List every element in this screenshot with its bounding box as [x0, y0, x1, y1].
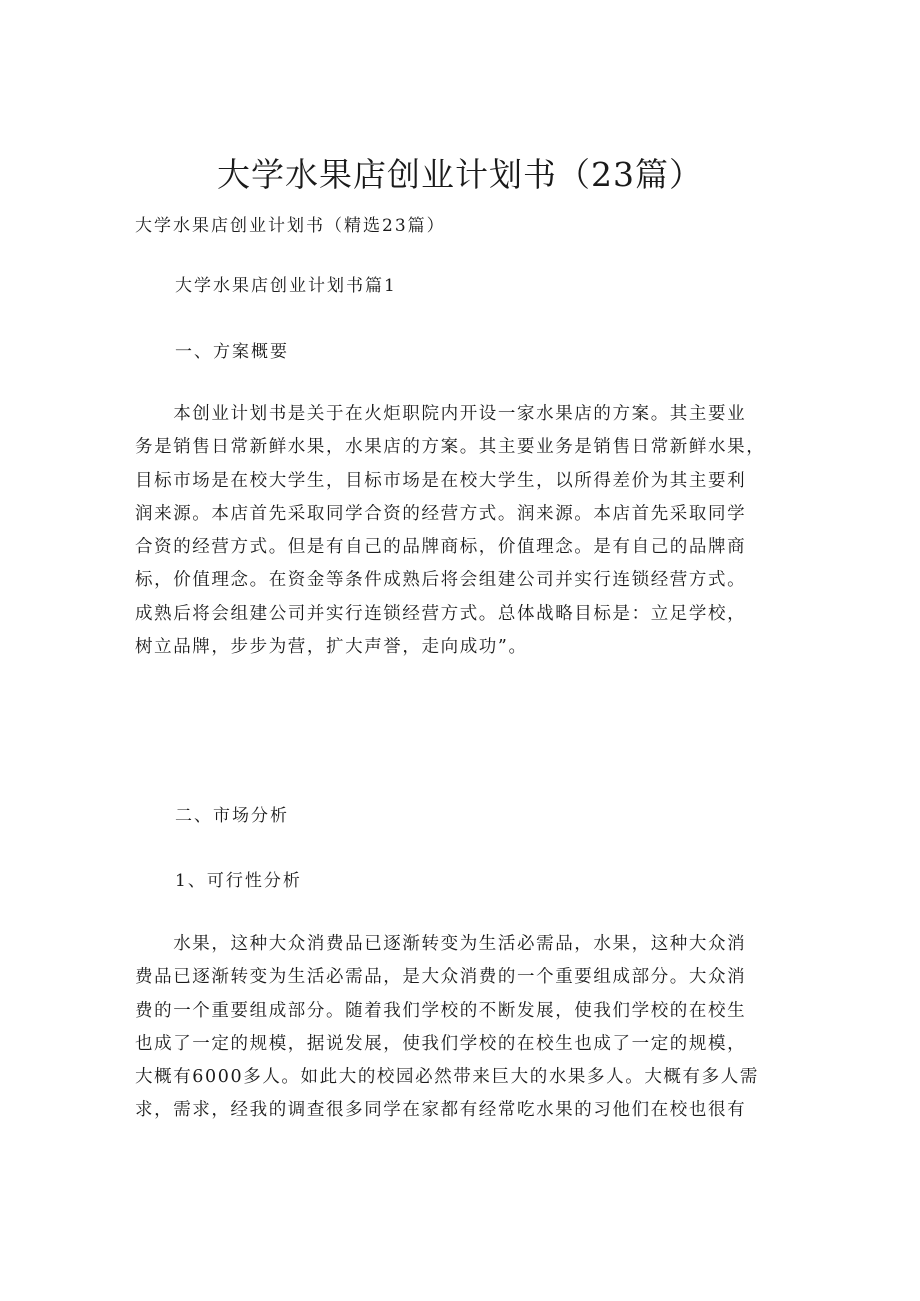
document-title: 大学水果店创业计划书（23篇） — [217, 155, 703, 194]
subsection-heading-feasibility: 1、可行性分析 — [175, 871, 302, 891]
paragraph-line: 标，价值理念。在资金等条件成熟后将会组建公司并实行连锁经营方式。 — [135, 570, 747, 591]
paragraph-line: 求，需求，经我的调查很多同学在家都有经常吃水果的习他们在校也很有 — [135, 1100, 747, 1121]
paragraph-line: 务是销售日常新鲜水果，水果店的方案。其主要业务是销售日常新鲜水果， — [135, 437, 766, 458]
paragraph-line: 水果，这种大众消费品已逐渐转变为生活必需品，水果，这种大众消 — [135, 934, 747, 954]
paragraph-line: 目标市场是在校大学生，目标市场是在校大学生，以所得差价为其主要利 — [135, 470, 747, 491]
document-subtitle: 大学水果店创业计划书（精选23篇） — [135, 216, 446, 236]
paragraph-line: 成熟后将会组建公司并实行连锁经营方式。总体战略目标是：立足学校， — [135, 603, 747, 624]
overview-paragraph — [135, 398, 775, 664]
section-heading-overview: 一、方案概要 — [175, 342, 289, 362]
paragraph-line: 也成了一定的规模，据说发展，使我们学校的在校生也成了一定的规模， — [135, 1033, 747, 1054]
chapter-heading: 大学水果店创业计划书篇1 — [175, 276, 397, 296]
feasibility-paragraph — [135, 928, 775, 1128]
paragraph-line: 合资的经营方式。但是有自己的品牌商标，价值理念。是有自己的品牌商 — [135, 537, 747, 558]
paragraph-line: 润来源。本店首先采取同学合资的经营方式。润来源。本店首先采取同学 — [135, 503, 747, 524]
section-heading-market-analysis: 二、市场分析 — [175, 806, 289, 826]
paragraph-line: 费品已逐渐转变为生活必需品，是大众消费的一个重要组成部分。大众消 — [135, 967, 747, 988]
paragraph-line: 费的一个重要组成部分。随着我们学校的不断发展，使我们学校的在校生 — [135, 1000, 747, 1021]
paragraph-line: 大概有6000多人。如此大的校园必然带来巨大的水果多人。大概有多人需 — [135, 1067, 759, 1088]
paragraph-line: 树立品牌，步步为营，扩大声誉，走向成功”。 — [135, 637, 528, 658]
paragraph-line: 本创业计划书是关于在火炬职院内开设一家水果店的方案。其主要业 — [135, 404, 747, 424]
